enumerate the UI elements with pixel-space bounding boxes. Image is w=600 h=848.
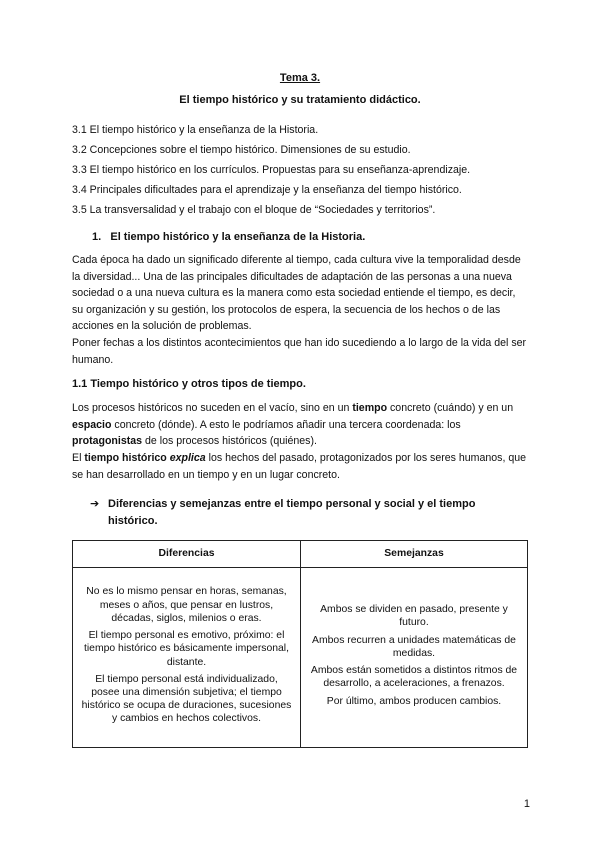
difference-item: El tiempo personal está individualizado, posee una dimensión subjetiva; el tiempo histórico se ocupa de duraciones, sucesiones y cambios en hechos colectivos. (81, 673, 292, 725)
bold-term-espacio: espacio (72, 418, 112, 431)
text-run: Los procesos históricos no suceden en el vacío, sino en un (72, 402, 353, 414)
section-1-title: El tiempo histórico y la enseñanza de la Historia. (110, 231, 366, 243)
similarity-item: Ambos se dividen en pasado, presente y futuro. (320, 604, 508, 629)
table-header-differences: Diferencias (73, 541, 301, 568)
difference-item: El tiempo personal es emotivo, próximo: el tiempo histórico es básicamente impersonal, distante. (83, 630, 290, 668)
toc-item: 3.4 Principales dificultades para el aprendizaje y la enseñanza del tiempo histórico. (72, 184, 462, 196)
similarity-item: Ambos están sometidos a distintos ritmos de desarrollo, a aceleraciones, a frenazos. (310, 665, 518, 690)
text-run: los hechos del pasado, protagonizados por los seres humanos, que se han desarrollado en un tiempo y en un lugar concreto. (72, 452, 527, 481)
similarity-item: Por último, ambos producen cambios. (326, 695, 502, 707)
arrow-bullet-text: Diferencias y semejanzas entre el tiempo personal y social y el tiempo histórico. (108, 498, 476, 527)
comparison-table (72, 540, 528, 748)
similarity-item: Ambos recurren a unidades matemáticas de medidas. (312, 634, 516, 659)
table-header-similarities: Semejanzas (301, 541, 528, 568)
table-row (73, 568, 528, 748)
differences-cell (73, 568, 301, 748)
text-run: concreto (dónde). A esto le podríamos añadir una tercera coordenada: los (111, 418, 461, 431)
toc-item: 3.3 El tiempo histórico en los currículos. Propuestas para su enseñanza-aprendizaje. (72, 164, 471, 176)
bold-term-tiempo-historico: tiempo histórico (84, 452, 167, 464)
section-1-1-paragraph-2 (72, 450, 528, 483)
arrow-right-icon: ➔ (90, 498, 100, 510)
section-1-number: 1. (92, 231, 102, 243)
bold-term-tiempo: tiempo (352, 402, 388, 414)
bold-italic-term-explica: explica (169, 452, 206, 464)
document-title: Tema 3. (279, 72, 321, 84)
page-number: 1 (523, 798, 530, 810)
text-run: concreto (cuándo) y en un (387, 402, 514, 414)
text-run: El (72, 452, 85, 464)
toc-item: 3.5 La transversalidad y el trabajo con el bloque de “Sociedades y territorios”. (72, 204, 436, 216)
similarities-cell (301, 568, 528, 748)
section-1-paragraph-2: Poner fechas a los distintos acontecimientos que han ido sucediendo a lo largo de la vida del ser humano. (72, 337, 527, 366)
difference-item: No es lo mismo pensar en horas, semanas, meses o años, que pensar en lustros, décadas, siglos, milenios o eras. (86, 586, 287, 624)
section-1-1-paragraph-1 (72, 400, 528, 450)
text-run: de los procesos históricos (quiénes). (142, 435, 317, 447)
document-subtitle: El tiempo histórico y su tratamiento didáctico. (179, 94, 421, 106)
table-header-row (73, 541, 528, 568)
section-1-1-heading: 1.1 Tiempo histórico y otros tipos de tiempo. (72, 378, 306, 390)
section-1-paragraph-1: Cada época ha dado un significado diferente al tiempo, cada cultura vive la temporalidad desde la diversidad... Una de las principales dificultades de adaptación de las personas a una nueva sociedad o a una nueva cultura es la manera como esta sociedad entiende el tiempo, es decir, su organización y su gestión, los protocolos de espera, la secuencia de los hechos o de las acciones en la solución de problemas. (72, 254, 521, 332)
toc-item: 3.2 Concepciones sobre el tiempo histórico. Dimensiones de su estudio. (72, 144, 411, 156)
bold-term-protagonistas: protagonistas (72, 435, 143, 447)
section-1-heading (92, 231, 365, 243)
toc-item: 3.1 El tiempo histórico y la enseñanza de la Historia. (72, 124, 319, 136)
